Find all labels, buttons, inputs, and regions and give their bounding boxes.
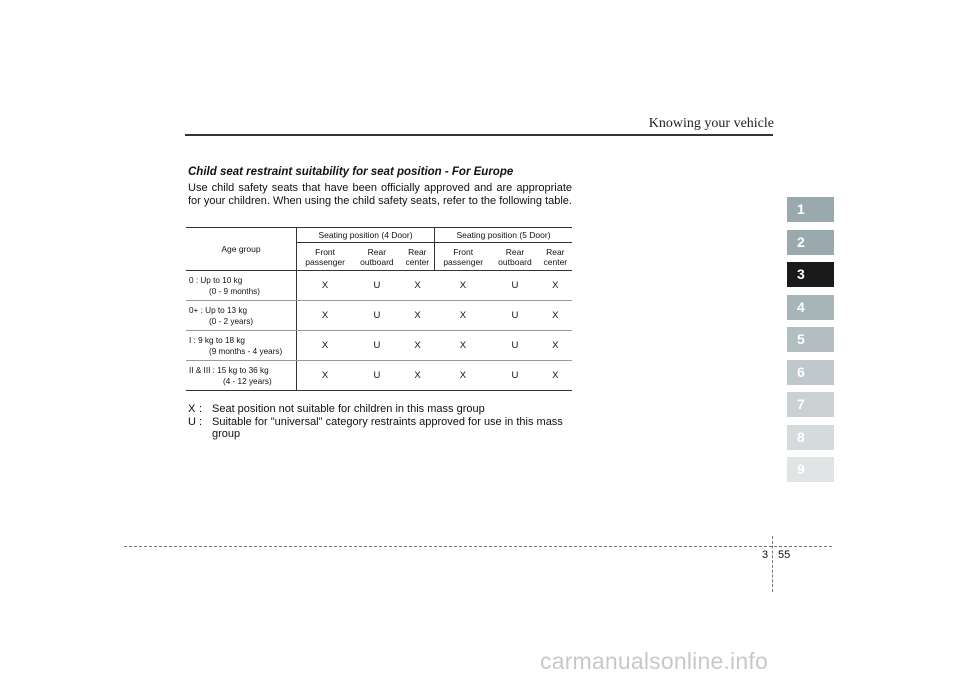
age-group-cell: 0+ : Up to 13 kg (0 - 2 years) bbox=[186, 301, 297, 331]
value-cell: X bbox=[435, 271, 492, 301]
legend-key: X bbox=[188, 403, 196, 415]
age-group-cell: 0 : Up to 10 kg (0 - 9 months) bbox=[186, 271, 297, 301]
value-cell: U bbox=[491, 331, 538, 361]
value-cell: X bbox=[297, 301, 354, 331]
value-cell: U bbox=[491, 301, 538, 331]
value-cell: X bbox=[539, 271, 572, 301]
running-header-title: Knowing your vehicle bbox=[648, 116, 774, 131]
chapter-tab-5[interactable]: 5 bbox=[787, 327, 834, 352]
value-cell: X bbox=[435, 361, 492, 391]
chapter-tabs bbox=[787, 197, 834, 490]
value-cell: X bbox=[435, 331, 492, 361]
value-cell: X bbox=[539, 331, 572, 361]
value-cell: U bbox=[353, 331, 400, 361]
col-front-passenger-5door: Front passenger bbox=[435, 243, 492, 271]
value-cell: X bbox=[401, 361, 435, 391]
value-cell: X bbox=[539, 301, 572, 331]
chapter-tab-9[interactable]: 9 bbox=[787, 457, 834, 482]
table-row bbox=[186, 361, 572, 391]
value-cell: U bbox=[491, 361, 538, 391]
chapter-tab-3[interactable]: 3 bbox=[787, 262, 834, 287]
footer-rule bbox=[124, 546, 832, 547]
value-cell: X bbox=[297, 361, 354, 391]
value-cell: X bbox=[435, 301, 492, 331]
value-cell: X bbox=[401, 331, 435, 361]
legend-key: U bbox=[188, 415, 196, 428]
value-cell: U bbox=[353, 361, 400, 391]
value-cell: X bbox=[297, 331, 354, 361]
seat-suitability-table bbox=[186, 227, 572, 391]
value-cell: X bbox=[297, 271, 354, 301]
age-group-cell: I : 9 kg to 18 kg (9 months - 4 years) bbox=[186, 331, 297, 361]
legend-item bbox=[188, 416, 574, 441]
seating-5door-header: Seating position (5 Door) bbox=[435, 228, 572, 243]
value-cell: X bbox=[539, 361, 572, 391]
col-rear-outboard-5door: Rear outboard bbox=[491, 243, 538, 271]
col-front-passenger-4door: Front passenger bbox=[297, 243, 354, 271]
legend-item bbox=[188, 403, 574, 416]
footer-divider bbox=[772, 536, 773, 592]
seating-4door-header: Seating position (4 Door) bbox=[297, 228, 435, 243]
header-rule bbox=[185, 134, 773, 136]
chapter-tab-4[interactable]: 4 bbox=[787, 295, 834, 320]
legend-separator: : bbox=[199, 403, 203, 415]
chapter-tab-2[interactable]: 2 bbox=[787, 230, 834, 255]
table-row bbox=[186, 301, 572, 331]
age-group-header: Age group bbox=[186, 228, 297, 271]
value-cell: U bbox=[491, 271, 538, 301]
chapter-tab-6[interactable]: 6 bbox=[787, 360, 834, 385]
chapter-tab-1[interactable]: 1 bbox=[787, 197, 834, 222]
intro-paragraph: Use child safety seats that have been officially approved and are appropriate for your children. When using the child safety seats, refer to the following table. bbox=[188, 182, 572, 207]
legend-text: Seat position not suitable for children in this mass group bbox=[212, 403, 485, 415]
value-cell: X bbox=[401, 301, 435, 331]
legend-text: Suitable for "universal" category restraints approved for use in this mass group bbox=[212, 415, 563, 440]
section-heading: Child seat restraint suitability for seat position - For Europe bbox=[188, 166, 514, 178]
watermark: carmanualsonline.info bbox=[540, 648, 768, 674]
chapter-tab-7[interactable]: 7 bbox=[787, 392, 834, 417]
legend-separator: : bbox=[199, 415, 203, 428]
value-cell: U bbox=[353, 271, 400, 301]
page-number: 55 bbox=[778, 549, 791, 561]
col-rear-outboard-4door: Rear outboard bbox=[353, 243, 400, 271]
chapter-tab-8[interactable]: 8 bbox=[787, 425, 834, 450]
col-rear-center-4door: Rear center bbox=[401, 243, 435, 271]
table-row bbox=[186, 331, 572, 361]
col-rear-center-5door: Rear center bbox=[539, 243, 572, 271]
legend bbox=[188, 403, 574, 441]
table-row bbox=[186, 271, 572, 301]
value-cell: U bbox=[353, 301, 400, 331]
age-group-cell: II & III : 15 kg to 36 kg (4 - 12 years) bbox=[186, 361, 297, 391]
value-cell: X bbox=[401, 271, 435, 301]
page-chapter-number: 3 bbox=[762, 549, 769, 561]
